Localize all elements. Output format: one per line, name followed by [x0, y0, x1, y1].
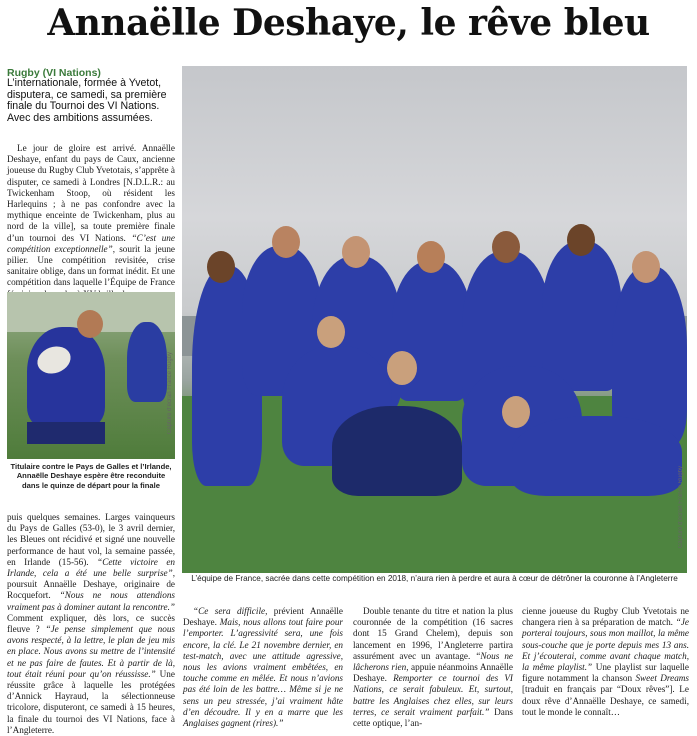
paragraph: Le jour de gloire est arrivé. Annaëlle Deshaye, enfant du pays de Caux, ancienne joueuse du Rugby Club Yvetotais, s’apprête à disputer, ce samedi à Londres [N.D.L.R.: au Twickenham Stoop, où résident les Harlequins ; à ne pas confondre avec la mythique enceinte de Twickenham, plus au nord de la ville], sa toute première finale d’un tournoi des VI Nations. “C’est une compétition exceptionnelle”, sourit la jeune pilier. Une compétition revisitée, crise sanitaire oblige, dans un format inédit. Et une compétition dans laquelle l’Équipe de France: [7, 143, 175, 288]
photo-credit: Capture d’écran France Rugby: [167, 352, 173, 435]
player-shorts: [27, 422, 105, 444]
headline: Annaëlle Deshaye, le rêve bleu: [47, 2, 650, 44]
small-photo-caption: Titulaire contre le Pays de Galles et l’Irlande, Annaëlle Deshaye espère être reconduite dans le quinze de départ pour la finale: [10, 462, 172, 490]
player-head: [387, 351, 417, 385]
paragraph: puis quelques semaines. Larges vainqueurs du Pays de Galles (53-0), le 3 avril dernier, les Bleues ont récidivé et signé une nouvelle performance de haut vol, la semaine passée, en Irlande (15-56). “Cette victoire en Irlande, cela a été une belle surprise”, poursuit Annaëlle Deshaye, originaire de Rocquefort. “Nous ne nous attendions vraiment pas à dominer autant la rencontre.” Comment expliquer, dès lors, ce succès fleuve ? “Je pense simplement que nous avons respecté, à la lettre, le plan de jeu mis en place. Nous avons su mettre de l’intensité et ne pas faire de fautes. Et à partir de là, tout était réuni pour qu’on réussisse.” Une réussite grâce à laquelle les protégées d’Annick Hayraud, la sélectionneuse tricolore, disputeront, ce samedi à 15 heures, la finale du tournoi des VI Nations, face à l’Angleterre.: [7, 512, 175, 735]
article-col4: [522, 606, 689, 718]
player-head: [417, 241, 445, 273]
player-head: [272, 226, 300, 258]
main-photo-caption: L’équipe de France, sacrée dans cette compétition en 2018, n’aura rien à perdre et aura à cœur de détrôner la couronne à l’Angleterre: [191, 574, 678, 583]
team-photo: [182, 66, 687, 573]
article-col1-top: [7, 143, 175, 300]
player-head: [317, 316, 345, 348]
player-head: [342, 236, 370, 268]
player-figure: [27, 327, 105, 427]
player-head: [77, 310, 103, 338]
player-head: [492, 231, 520, 263]
article-col1-bottom: [7, 512, 175, 736]
standfirst: L’internationale, formée à Yvetot, disputera, ce samedi, sa première finale du Tournoi des VI Nations. Avec des ambitions assumées.: [7, 77, 167, 124]
category-kicker: Rugby (VI Nations): [7, 67, 101, 79]
teammate-figure: [127, 322, 167, 402]
player-head: [502, 396, 530, 428]
player-head: [567, 224, 595, 256]
photo-credit: Capture d’écran France Rugby: [678, 466, 684, 549]
article-col2: [183, 606, 343, 729]
paragraph: Double tenante du titre et nation la plus couronnée de la compétition (16 sacres dont 15 Grand Chelem), depuis son lancement en 1996, l’Angleterre partira assurément avec un avantage. “Nous ne lâcherons rien, appuie néanmoins Annaëlle Deshaye. Remporter ce tournoi des VI Nations, ce serait fabuleux. Et, surtout, battre les Anglaises chez elles, sur leurs terres, ce serait vraiment parfait.” Dans cette optique, l’an-: [353, 606, 513, 729]
article-col3: [353, 606, 513, 729]
paragraph: “Ce sera difficile, prévient Annaëlle Deshaye. Mais, nous allons tout faire pour l’emporter. L’agressivité sera, une fois encore, la clé. Le 21 novembre dernier, en test-match, avec une attitude agressive, nous les avions vraiment embêtées, en touche comme en mêlée. Et nous n’avions pas été loin de les battre… Même si je ne sens un peu stressée, j’ai vraiment hâte d’en découdre. Il y en a marre que les Anglaises gagnent (rires).”: [183, 606, 343, 729]
player-figure: [542, 241, 622, 391]
player-head: [632, 251, 660, 283]
player-photo: [7, 292, 175, 459]
player-figure: [512, 416, 682, 496]
paragraph: cienne joueuse du Rugby Club Yvetotais ne changera rien à sa préparation de match. “Je porterai toujours, sous mon maillot, la même sous-couche que je porte depuis mes 13 ans. Et j’écouterai, comme avant chaque match, la même playlist.” Une playlist sur laquelle figure notamment la chanson Sweet Dreams [traduit en français par “Doux rêves”]. Le doux rêve d’Annaëlle Deshaye, ce samedi, tout le monde le connaît…: [522, 606, 690, 717]
player-head: [207, 251, 235, 283]
player-figure: [332, 406, 462, 496]
